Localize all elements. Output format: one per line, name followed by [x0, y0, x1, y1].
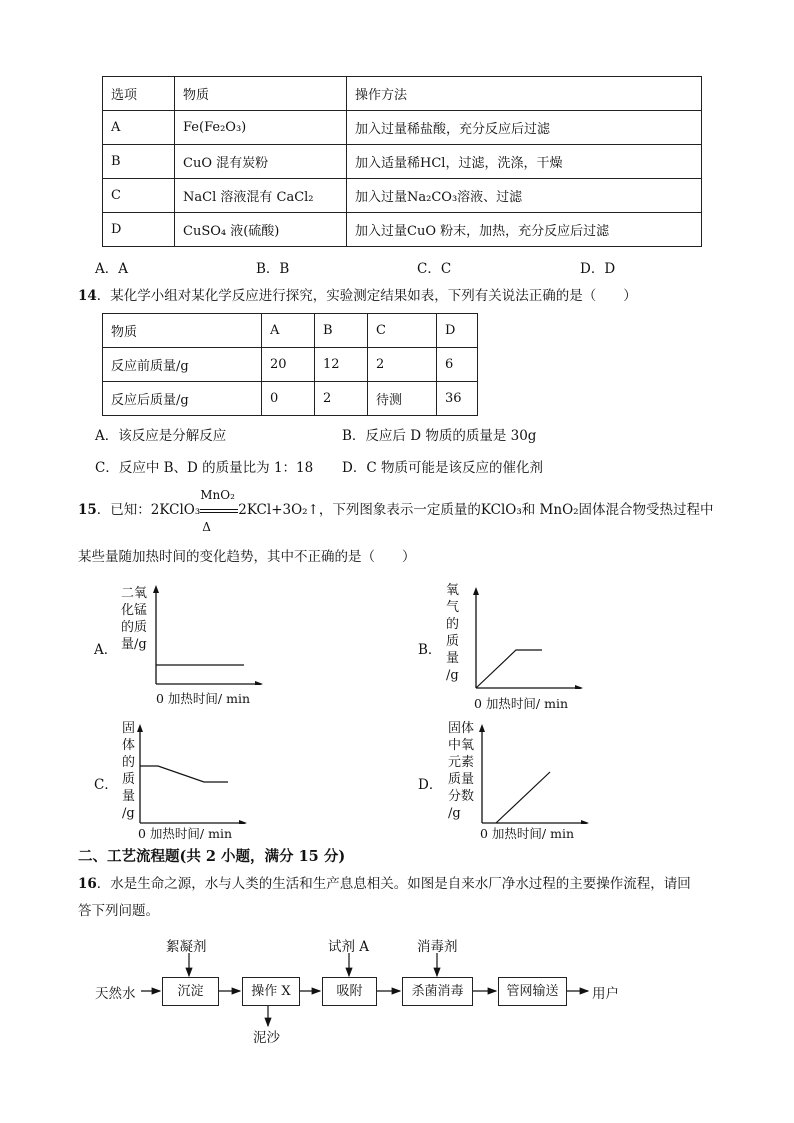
graph-c-ylabel-line: 质 [122, 772, 136, 787]
q14-option-c[interactable]: C．反应中 B、D 的质量比为 1：18 [95, 460, 314, 476]
equal-sign [200, 509, 238, 513]
graph-d-ylabel-line: 质量 [448, 772, 475, 787]
graph-d-ylabel [448, 720, 474, 822]
flow-box-operation-x: 操作 X [242, 977, 300, 1006]
flow-output: 用户 [592, 986, 619, 1002]
section-title: 二、工艺流程题(共 2 小题，满分 15 分) [78, 848, 346, 865]
flow-reagent-disinfectant: 消毒剂 [417, 939, 458, 955]
graph-c-ylabel-line: 体 [122, 738, 136, 753]
q13-cell: 加入适量稀HCl，过滤，洗涤，干燥 [347, 145, 702, 179]
graph-c-ylabel-line: 固 [122, 721, 136, 736]
graph-c-ylabel-line: /g [122, 806, 135, 821]
q14-cell: 0 [262, 382, 315, 416]
graph-a-axes [152, 585, 264, 685]
graph-b-ylabel [446, 582, 459, 684]
q14-option-b[interactable]: B．反应后 D 物质的质量是 30g [342, 428, 537, 444]
q13-header-method: 操作方法 [347, 77, 702, 111]
graph-d-ylabel-line: 元素 [448, 755, 475, 770]
q14-number: 14 [78, 288, 97, 304]
q13-cell: C [103, 179, 175, 213]
q15-arrow [200, 487, 238, 534]
graph-b-ylabel-line: 质 [446, 634, 460, 649]
graph-a-label[interactable]: A． [94, 642, 118, 658]
graph-d-curve [496, 772, 550, 823]
graph-b-label[interactable]: B． [418, 642, 442, 658]
q13-cell: Fe(Fe₂O₃) [175, 111, 347, 145]
q13-option-c[interactable]: C．C [417, 261, 452, 277]
flow-box-adsorb: 吸附 [322, 977, 377, 1006]
graph-c-xlabel: 0 加热时间/ min [138, 826, 233, 841]
q14-cell: 2 [368, 348, 437, 382]
graph-b [418, 582, 588, 712]
q13-cell: NaCl 溶液混有 CaCl₂ [175, 179, 347, 213]
q14-option-a[interactable]: A．该反应是分解反应 [95, 428, 227, 444]
graph-c-axes [136, 724, 248, 824]
graph-c-ylabel-line: 的 [122, 755, 136, 770]
q13-cell: A [103, 111, 175, 145]
graph-b-axes [472, 587, 584, 689]
q15-heat: Δ [202, 519, 211, 534]
q14-cell: 20 [262, 348, 315, 382]
graph-a-ylabel-line: 二氧 [121, 586, 148, 601]
q15-stem [78, 487, 714, 534]
q14-cell: 2 [315, 382, 368, 416]
graph-b-ylabel-line: 氧 [446, 583, 460, 598]
graph-c-ylabel-line: 量 [122, 789, 136, 804]
graph-c [94, 720, 264, 845]
q14-header: 物质 [103, 314, 262, 348]
graph-b-ylabel-line: /g [446, 668, 459, 683]
q14-stem [78, 286, 637, 306]
q16-number: 16 [78, 876, 97, 892]
q14-text: ．某化学小组对某化学反应进行探究，实验测定结果如表，下列有关说法正确的是（ ） [96, 288, 637, 304]
flow-reagent-a: 试剂 A [328, 939, 370, 955]
q13-cell: D [103, 213, 175, 247]
graph-d-axes [478, 724, 590, 824]
graph-d-ylabel-line: 中氧 [448, 738, 475, 753]
q14-table [102, 313, 478, 416]
flow-diagram [0, 930, 794, 1050]
q16-stem [78, 874, 691, 894]
q13-cell: 加入过量CuO 粉末，加热，充分反应后过滤 [347, 213, 702, 247]
q14-header: C [368, 314, 437, 348]
q14-cell: 反应前质量/g [103, 348, 262, 382]
graph-a-xlabel: 0 加热时间/ min [156, 691, 251, 706]
q13-cell: B [103, 145, 175, 179]
graph-a-ylabel [121, 585, 147, 653]
q13-table [102, 76, 702, 247]
q13-option-d[interactable]: D．D [580, 261, 616, 277]
flow-box-disinfect: 杀菌消毒 [402, 977, 473, 1006]
graph-b-curve [476, 650, 542, 688]
graph-d-ylabel-line: 分数 [448, 789, 475, 804]
graph-b-ylabel-line: 气 [446, 600, 460, 615]
q13-cell: CuSO₄ 液(硫酸) [175, 213, 347, 247]
graph-d-xlabel: 0 加热时间/ min [480, 826, 575, 841]
q16-line2: 答下列问题。 [78, 903, 159, 919]
graph-d-ylabel-line: 固体 [448, 721, 475, 736]
q15-prefix: ．已知：2KClO₃ [96, 502, 201, 518]
graph-b-ylabel-line: 的 [446, 617, 460, 632]
q13-header-option: 选项 [103, 77, 175, 111]
graph-a-ylabel-line: 化锰 [121, 603, 148, 618]
q13-option-a[interactable]: A．A [95, 261, 128, 277]
q14-header: B [315, 314, 368, 348]
q13-cell: 加入过量稀盐酸，充分反应后过滤 [347, 111, 702, 145]
graph-a-ylabel-line: 的质 [121, 620, 148, 635]
flow-waste: 泥沙 [253, 1030, 280, 1046]
graph-c-ylabel [122, 720, 135, 822]
q15-number: 15 [78, 502, 97, 518]
q13-header-substance: 物质 [175, 77, 347, 111]
q14-header: D [437, 314, 478, 348]
graph-a [94, 585, 264, 710]
graph-c-curve [140, 766, 228, 782]
flow-box-pipeline: 管网输送 [498, 977, 567, 1006]
q15-text: ，下列图象表示一定质量的KClO₃和 MnO₂固体混合物受热过程中 [318, 502, 714, 518]
flow-reagent-flocculant: 絮凝剂 [166, 939, 207, 955]
graph-d-ylabel-line: /g [448, 806, 461, 821]
q13-cell: CuO 混有炭粉 [175, 145, 347, 179]
q15-products: 2KCl+3O₂↑ [238, 502, 319, 518]
q16-text1: ．水是生命之源，水与人类的生活和生产息息相关。如图是自来水厂净水过程的主要操作流程，请回 [96, 876, 691, 892]
q14-header: A [262, 314, 315, 348]
q14-cell: 反应后质量/g [103, 382, 262, 416]
graph-c-label[interactable]: C． [94, 777, 118, 793]
q15-line2: 某些量随加热时间的变化趋势，其中不正确的是（ ） [78, 549, 416, 565]
q14-cell: 12 [315, 348, 368, 382]
q14-cell: 待测 [368, 382, 437, 416]
q13-cell: 加入过量Na₂CO₃溶液、过滤 [347, 179, 702, 213]
q14-cell: 36 [437, 382, 478, 416]
flow-input: 天然水 [95, 986, 136, 1002]
q15-catalyst: MnO₂ [200, 487, 235, 502]
graph-b-xlabel: 0 加热时间/ min [474, 696, 569, 711]
q14-cell: 6 [437, 348, 478, 382]
graph-a-ylabel-line: 量/g [121, 637, 147, 652]
graph-d-label[interactable]: D． [418, 777, 443, 793]
q13-option-b[interactable]: B．B [256, 261, 290, 277]
graph-d [418, 720, 588, 845]
graph-b-ylabel-line: 量 [446, 651, 460, 666]
flow-box-sediment: 沉淀 [162, 977, 219, 1006]
q14-option-d[interactable]: D．C 物质可能是该反应的催化剂 [342, 460, 543, 476]
